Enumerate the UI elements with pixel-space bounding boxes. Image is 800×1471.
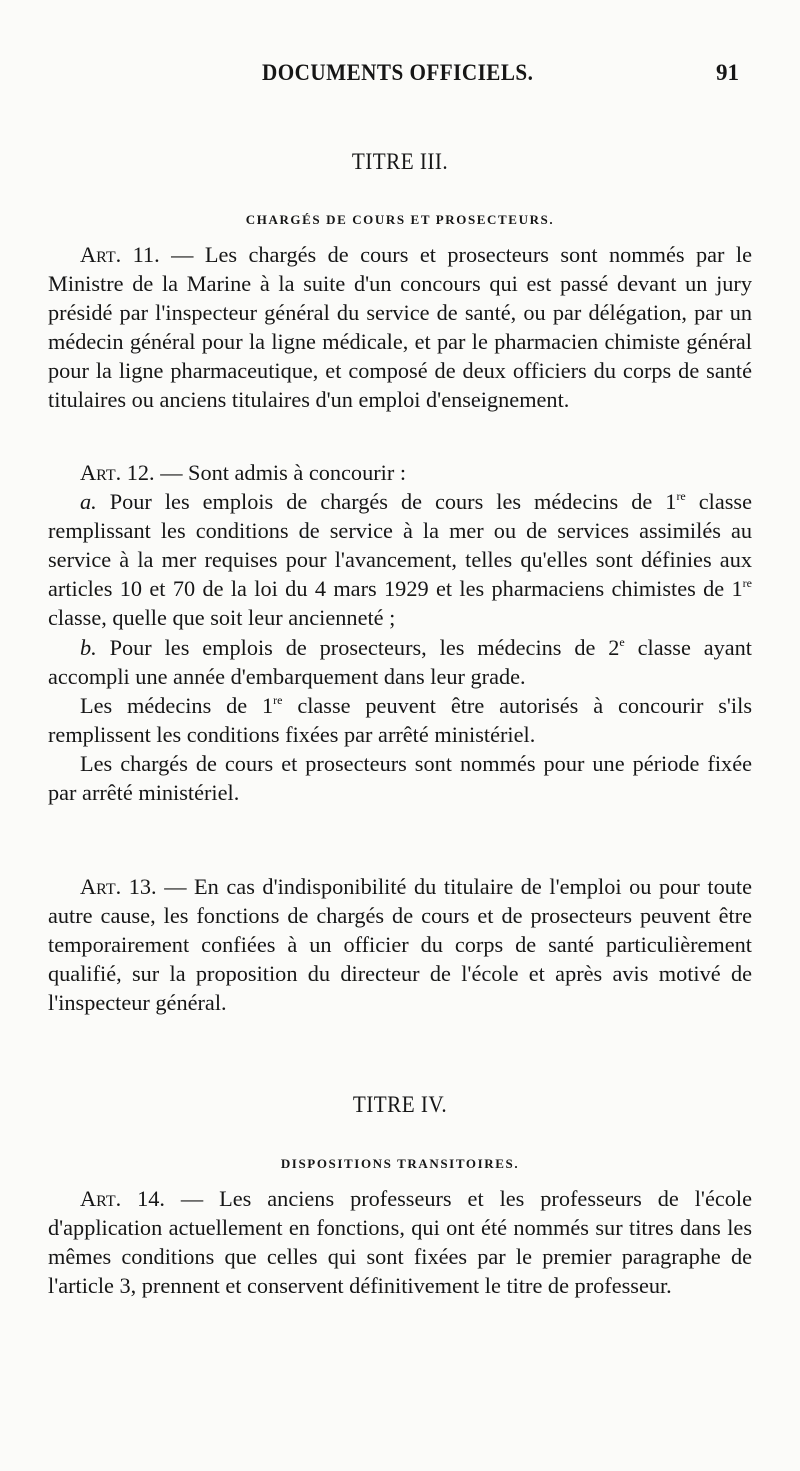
running-title: DOCUMENTS OFFICIELS.: [262, 60, 534, 85]
article-text: classe ayant accompli une année d'embarquement dans leur grade.: [48, 634, 753, 689]
running-header: [0, 60, 800, 100]
ordinal-superscript: re: [742, 576, 752, 591]
article-text: — En cas d'indisponibilité du titulaire de l'emploi ou pour toute autre cause, les fonctions de chargés de cours et de prosecteurs peuvent être temporairement confiées à un officier du corps de santé particulièrement qualifié, sur la proposition du directeur de l'école et après avis motivé de l'inspecteur général.: [48, 874, 753, 1016]
item-letter: a.: [80, 489, 97, 515]
article-number: Art. 11.: [80, 242, 160, 267]
article-11: [48, 240, 752, 415]
article-paragraph: [48, 1184, 752, 1300]
article-paragraph: [48, 691, 752, 749]
item-letter: b.: [80, 634, 97, 660]
title-4-heading: [48, 1090, 752, 1119]
article-paragraph: [48, 749, 752, 807]
title-4-subheading: [48, 1149, 752, 1178]
article-text: Pour les emplois de chargés de cours les médecins de 1: [109, 489, 677, 515]
page-number: 91: [716, 60, 739, 85]
article-number: Art. 12.: [80, 460, 155, 485]
article-paragraph: [48, 872, 752, 1017]
article-paragraph: [48, 458, 752, 487]
section-title: TITRE IV.: [352, 1092, 448, 1117]
article-paragraph: [48, 633, 752, 691]
article-text: classe remplissant les conditions de service à la mer ou de services assimilés au service à la mer requises pour l'avancement, telles qu'elles sont définies aux articles 10 et 70 de la loi du 4 mars 1929 et les pharmaciens chimistes de 1: [48, 489, 752, 602]
article-paragraph: [48, 487, 752, 632]
article-text: classe, quelle que soit leur ancienneté ;: [48, 605, 396, 631]
ordinal-superscript: re: [676, 489, 686, 504]
section-subtitle: DISPOSITIONS TRANSITOIRES.: [280, 1156, 520, 1171]
title-3-heading: [48, 147, 752, 176]
article-text: Les médecins de 1: [80, 692, 274, 718]
article-text: Pour les emplois de prosecteurs, les médecins de 2: [109, 634, 620, 660]
section-title: TITRE III.: [351, 149, 449, 174]
article-text: — Les chargés de cours et prosecteurs sont nommés par le Ministre de la Marine à la suite d'un concours qui est passé devant un jury présidé par l'inspecteur général du service de santé, ou par délégation, par un médecin général pour la ligne médicale, et par le pharmacien chimiste général pour la ligne pharmaceutique, et composé de deux officiers du corps de santé titulaires ou anciens titulaires d'un emploi d'enseignement.: [48, 242, 753, 413]
ordinal-superscript: e: [619, 634, 625, 649]
article-text: — Les anciens professeurs et les professeurs de l'école d'application actuellement en fonctions, qui ont été nommés sur titres dans les mêmes conditions que celles qui sont fixées par le premier paragraphe de l'article 3, prennent et conservent définitivement le titre de professeur.: [48, 1186, 752, 1299]
article-paragraph: [48, 240, 752, 415]
title-3-subheading: [48, 205, 752, 234]
article-14: [48, 1184, 752, 1300]
article-text: Les chargés de cours et prosecteurs sont nommés pour une période fixée par arrêté ministériel.: [48, 750, 752, 806]
article-number: Art. 14.: [80, 1186, 165, 1211]
article-text: — Sont admis à concourir :: [160, 460, 407, 485]
ordinal-superscript: re: [273, 692, 283, 707]
section-subtitle: CHARGÉS DE COURS ET PROSECTEURS.: [245, 212, 555, 227]
article-number: Art. 13.: [80, 874, 157, 899]
article-12: [48, 458, 752, 807]
article-text: classe peuvent être autorisés à concourir s'ils remplissent les conditions fixées par arrêté ministériel.: [48, 692, 752, 747]
article-13: [48, 872, 752, 1017]
